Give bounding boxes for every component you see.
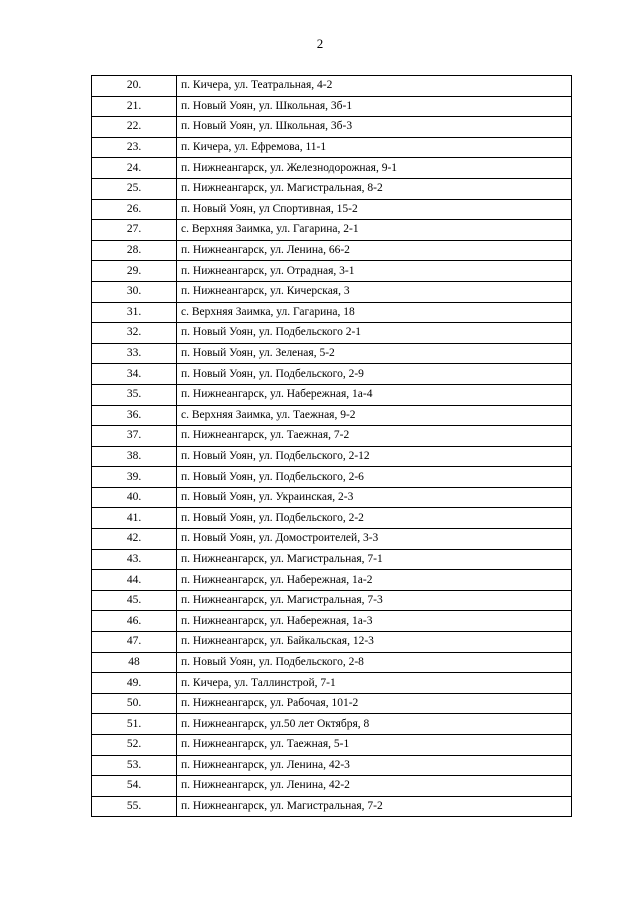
row-address: с. Верхняя Заимка, ул. Гагарина, 18 [177, 302, 572, 323]
table-row [92, 776, 572, 797]
row-address: п. Новый Уоян, ул. Подбельского, 2-9 [177, 364, 572, 385]
table-row [92, 570, 572, 591]
row-number: 26. [92, 199, 177, 220]
table-row [92, 755, 572, 776]
row-number: 28. [92, 240, 177, 261]
row-number: 31. [92, 302, 177, 323]
row-number: 52. [92, 735, 177, 756]
table-row [92, 714, 572, 735]
row-number: 35. [92, 384, 177, 405]
row-number: 44. [92, 570, 177, 591]
table-row [92, 323, 572, 344]
row-address: п. Кичера, ул. Таллинстрой, 7-1 [177, 673, 572, 694]
row-address: п. Новый Уоян, ул. Подбельского, 2-2 [177, 508, 572, 529]
row-number: 50. [92, 693, 177, 714]
row-address: п. Новый Уоян, ул. Подбельского, 2-12 [177, 446, 572, 467]
row-number: 33. [92, 343, 177, 364]
row-number: 51. [92, 714, 177, 735]
row-address: п. Нижнеангарск, ул. Магистральная, 7-3 [177, 590, 572, 611]
row-address: п. Нижнеангарск, ул. Ленина, 42-3 [177, 755, 572, 776]
table-row [92, 220, 572, 241]
table-row [92, 508, 572, 529]
row-address: п. Кичера, ул. Театральная, 4-2 [177, 76, 572, 97]
address-table-body [92, 76, 572, 817]
row-address: п. Нижнеангарск, ул. Набережная, 1а-4 [177, 384, 572, 405]
row-address: п. Нижнеангарск, ул. Рабочая, 101-2 [177, 693, 572, 714]
row-number: 47. [92, 632, 177, 653]
row-address: п. Нижнеангарск, ул. Железнодорожная, 9-1 [177, 158, 572, 179]
row-number: 30. [92, 281, 177, 302]
row-address: п. Нижнеангарск, ул. Ленина, 42-2 [177, 776, 572, 797]
row-number: 39. [92, 467, 177, 488]
row-address: п. Нижнеангарск, ул. Магистральная, 7-1 [177, 549, 572, 570]
row-address: п. Нижнеангарск, ул. Магистральная, 8-2 [177, 178, 572, 199]
table-row [92, 178, 572, 199]
table-row [92, 426, 572, 447]
table-row [92, 487, 572, 508]
row-address: п. Нижнеангарск, ул. Отрадная, 3-1 [177, 261, 572, 282]
table-row [92, 467, 572, 488]
row-number: 32. [92, 323, 177, 344]
table-row [92, 735, 572, 756]
table-row [92, 199, 572, 220]
row-address: п. Кичера, ул. Ефремова, 11-1 [177, 137, 572, 158]
table-row [92, 796, 572, 817]
table-row [92, 302, 572, 323]
row-address: п. Нижнеангарск, ул. Магистральная, 7-2 [177, 796, 572, 817]
row-number: 48 [92, 652, 177, 673]
table-row [92, 632, 572, 653]
table-row [92, 446, 572, 467]
row-number: 49. [92, 673, 177, 694]
row-number: 41. [92, 508, 177, 529]
row-address: п. Нижнеангарск, ул. Таежная, 5-1 [177, 735, 572, 756]
row-number: 20. [92, 76, 177, 97]
row-number: 22. [92, 117, 177, 138]
table-row [92, 261, 572, 282]
row-address: п. Новый Уоян, ул. Подбельского, 2-6 [177, 467, 572, 488]
page-number: 2 [316, 36, 324, 51]
row-address: п. Нижнеангарск, ул. Таежная, 7-2 [177, 426, 572, 447]
table-row [92, 281, 572, 302]
table-row [92, 405, 572, 426]
row-address: п. Новый Уоян, ул. Зеленая, 5-2 [177, 343, 572, 364]
row-number: 55. [92, 796, 177, 817]
address-table [91, 75, 572, 817]
row-number: 46. [92, 611, 177, 632]
row-address: п. Новый Уоян, ул. Школьная, 3б-3 [177, 117, 572, 138]
row-number: 24. [92, 158, 177, 179]
table-row [92, 693, 572, 714]
row-number: 40. [92, 487, 177, 508]
row-number: 45. [92, 590, 177, 611]
row-number: 23. [92, 137, 177, 158]
row-number: 38. [92, 446, 177, 467]
row-address: п. Новый Уоян, ул. Подбельского 2-1 [177, 323, 572, 344]
row-address: с. Верхняя Заимка, ул. Таежная, 9-2 [177, 405, 572, 426]
table-row [92, 158, 572, 179]
row-number: 34. [92, 364, 177, 385]
row-address: п. Новый Уоян, ул Спортивная, 15-2 [177, 199, 572, 220]
row-number: 37. [92, 426, 177, 447]
row-address: п. Новый Уоян, ул. Подбельского, 2-8 [177, 652, 572, 673]
row-number: 36. [92, 405, 177, 426]
row-number: 21. [92, 96, 177, 117]
table-row [92, 529, 572, 550]
row-address: п. Новый Уоян, ул. Украинская, 2-3 [177, 487, 572, 508]
row-number: 25. [92, 178, 177, 199]
row-address: п. Нижнеангарск, ул. Набережная, 1а-2 [177, 570, 572, 591]
table-row [92, 611, 572, 632]
table-row [92, 590, 572, 611]
row-number: 54. [92, 776, 177, 797]
table-row [92, 96, 572, 117]
table-row [92, 117, 572, 138]
table-row [92, 76, 572, 97]
table-row [92, 652, 572, 673]
table-row [92, 673, 572, 694]
table-row [92, 549, 572, 570]
row-address: п. Нижнеангарск, ул.50 лет Октября, 8 [177, 714, 572, 735]
row-number: 27. [92, 220, 177, 241]
row-address: с. Верхняя Заимка, ул. Гагарина, 2-1 [177, 220, 572, 241]
table-row [92, 240, 572, 261]
row-number: 29. [92, 261, 177, 282]
row-address: п. Нижнеангарск, ул. Кичерская, 3 [177, 281, 572, 302]
table-row [92, 364, 572, 385]
row-address: п. Новый Уоян, ул. Домостроителей, 3-3 [177, 529, 572, 550]
row-number: 53. [92, 755, 177, 776]
row-address: п. Нижнеангарск, ул. Набережная, 1а-3 [177, 611, 572, 632]
table-row [92, 384, 572, 405]
row-address: п. Нижнеангарск, ул. Байкальская, 12-3 [177, 632, 572, 653]
row-number: 43. [92, 549, 177, 570]
row-address: п. Нижнеангарск, ул. Ленина, 66-2 [177, 240, 572, 261]
row-number: 42. [92, 529, 177, 550]
table-row [92, 343, 572, 364]
row-address: п. Новый Уоян, ул. Школьная, 3б-1 [177, 96, 572, 117]
table-row [92, 137, 572, 158]
